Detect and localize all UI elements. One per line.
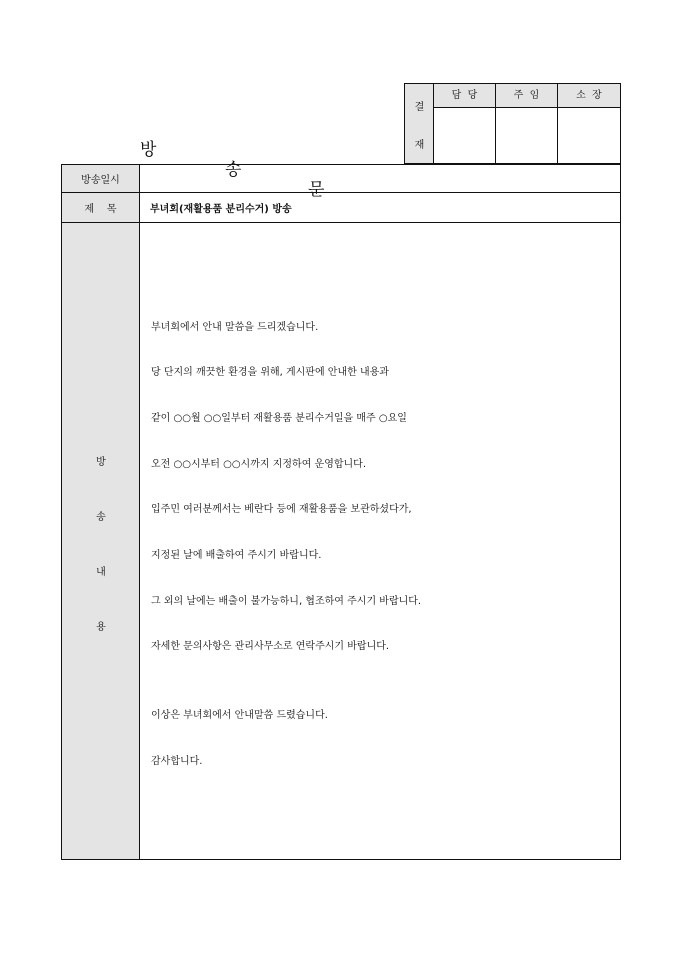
content-line: 이상은 부녀회에서 안내말씀 드렸습니다. [151, 710, 328, 721]
approval-header-director: 소 장 [558, 84, 620, 108]
content-line: 지정된 날에 배출하여 주시기 바랍니다. [151, 550, 322, 561]
subject-value[interactable]: 부녀회(재활용품 분리수거) 방송 [150, 204, 292, 215]
content-line: 그 외의 날에는 배출이 불가능하니, 협조하여 주시기 바랍니다. [151, 596, 422, 607]
content-label-char: 송 [96, 512, 106, 523]
approval-sign-chief[interactable] [496, 108, 558, 164]
content-line: 같이 ○○월 ○○일부터 재활용품 분리수거일을 매주 ○요일 [151, 413, 407, 424]
content-label-char: 방 [96, 457, 106, 468]
content-line: 부녀회에서 안내 말씀을 드리겠습니다. [151, 322, 319, 333]
content-label-char: 내 [96, 567, 106, 578]
subject-label: 제 목 [62, 193, 140, 222]
content-line: 감사합니다. [151, 756, 203, 767]
content-label [62, 223, 140, 859]
approval-sign-director[interactable] [558, 108, 620, 164]
approval-label-char: 재 [414, 140, 425, 151]
date-row [62, 165, 620, 193]
approval-table [404, 83, 621, 164]
approval-label-char: 결 [414, 102, 425, 113]
content-line: 오전 ○○시부터 ○○시까지 지정하여 운영합니다. [151, 459, 367, 470]
content-line: 당 단지의 깨끗한 환경을 위해, 게시판에 안내한 내용과 [151, 367, 389, 378]
approval-label [405, 84, 434, 163]
subject-row [62, 193, 620, 223]
title-char: 송 [225, 160, 242, 180]
date-label: 방송일시 [62, 165, 140, 192]
content-line: 입주민 여러분께서는 베란다 등에 재활용품을 보관하셨다가, [151, 504, 412, 515]
approval-header-chief: 주 임 [496, 84, 558, 108]
content-label-char: 용 [96, 622, 106, 633]
title-char: 방 [140, 140, 157, 160]
content-line: 자세한 문의사항은 관리사무소로 연락주시기 바랍니다. [151, 641, 390, 652]
title-char: 문 [308, 180, 325, 200]
approval-sign-staff[interactable] [434, 108, 496, 164]
approval-header-staff: 담 당 [434, 84, 496, 108]
